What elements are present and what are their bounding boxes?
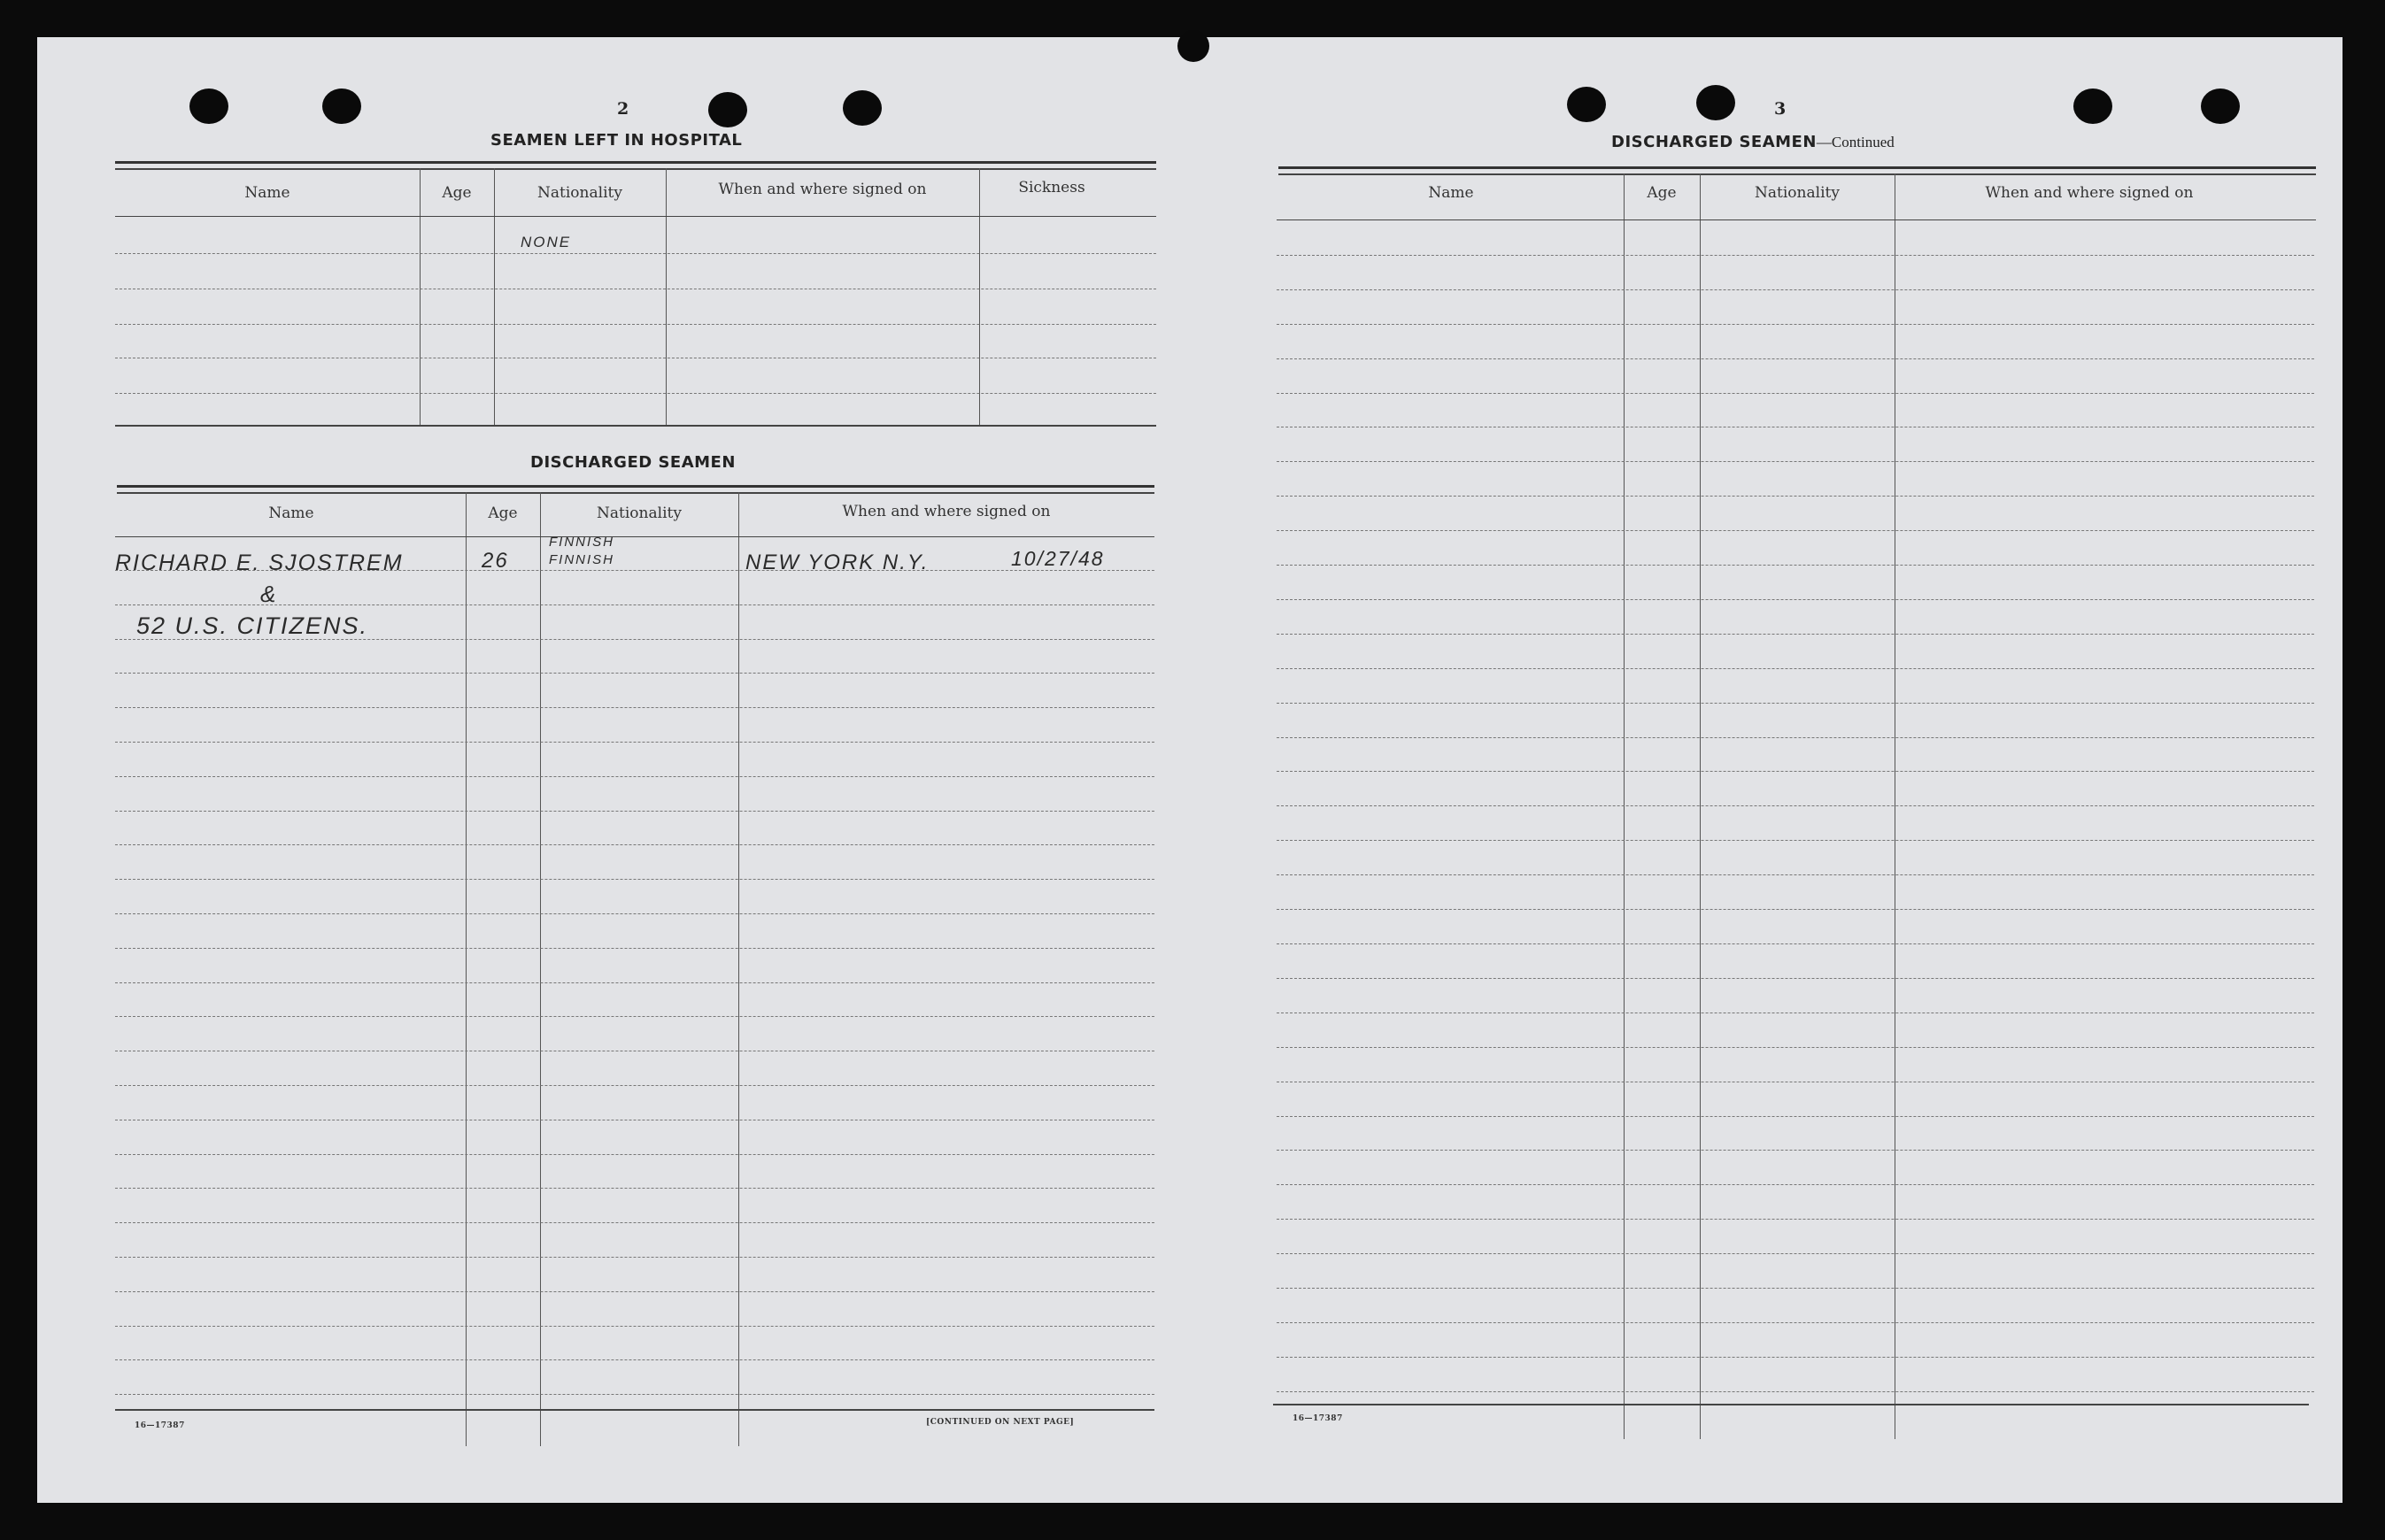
ruled-line [1277,1391,2314,1392]
ruled-line [1277,703,2314,704]
ruled-line [115,1257,1154,1258]
table-rule [115,168,1156,170]
hospital-col-age: Age [442,184,472,202]
ruled-line [115,811,1154,812]
discharged-col-nationality: Nationality [597,504,682,522]
discharged-section-title: DISCHARGED SEAMEN [530,453,736,472]
ruled-line [1277,737,2314,738]
punch-hole [2073,89,2112,124]
ruled-line [1277,496,2314,497]
ruled-line [1277,1219,2314,1220]
table-rule [115,216,1156,217]
punch-hole [708,92,747,127]
ruled-line [115,913,1154,914]
left-form-number: 16—17387 [135,1421,185,1430]
left-page-number: 2 [617,99,629,119]
ruled-line [115,1188,1154,1189]
punch-hole [1177,30,1209,62]
ruled-line [1277,358,2314,359]
discharged-col-signed-on: When and where signed on [842,503,1051,520]
ruled-line [115,879,1154,880]
seaman-name-ampersand: & [260,581,278,607]
ruled-line [1277,530,2314,531]
ruled-line [115,393,1156,394]
ruled-line [1277,461,2314,462]
right-title-suffix: —Continued [1816,134,1895,150]
column-divider [420,168,421,425]
ruled-line [115,673,1154,674]
ruled-line [1277,943,2314,944]
table-rule [115,425,1156,427]
discharged-col-age: Age [488,504,518,522]
table-rule [117,485,1154,488]
ruled-line [1277,1047,2314,1048]
hospital-col-signed-on: When and where signed on [718,181,927,198]
document-sheet [37,37,2343,1503]
hospital-col-name: Name [244,184,290,202]
ruled-line [115,1085,1154,1086]
table-rule [115,536,1154,537]
column-divider [666,168,667,425]
ruled-line [1277,909,2314,910]
right-col-nationality: Nationality [1755,184,1840,202]
ruled-line [1277,393,2314,394]
column-divider [1700,173,1701,1439]
column-divider [1624,173,1625,1439]
hospital-col-nationality: Nationality [537,184,622,202]
punch-hole [322,89,361,124]
ruled-line [115,1154,1154,1155]
table-rule [1277,219,2316,220]
right-page-number: 3 [1774,99,1787,119]
ruled-line [115,1222,1154,1223]
seaman-nationality: FINNISH [549,535,614,550]
ruled-line [1277,565,2314,566]
ruled-line [115,1291,1154,1292]
hospital-col-sickness: Sickness [1018,179,1085,196]
hospital-section-title: SEAMEN LEFT IN HOSPITAL [490,131,743,150]
ruled-line [1277,599,2314,600]
punch-hole [189,89,228,124]
table-rule [115,1409,1154,1411]
ruled-line [115,742,1154,743]
ruled-line [115,1326,1154,1327]
right-col-age: Age [1647,184,1677,202]
table-rule [1278,166,2316,169]
column-divider [979,168,980,425]
ruled-line [115,776,1154,777]
seaman-name-group: 52 U.S. CITIZENS. [136,612,369,639]
right-col-name: Name [1428,184,1474,202]
right-form-number: 16—17387 [1293,1414,1343,1423]
table-rule [117,492,1154,494]
ruled-line [1277,1357,2314,1358]
ruled-line [115,707,1154,708]
discharged-col-name: Name [268,504,314,522]
ruled-line [115,948,1154,949]
column-divider [466,492,467,1446]
ruled-line [1277,840,2314,841]
ruled-line [1277,324,2314,325]
ruled-line [1277,1288,2314,1289]
continued-note: [CONTINUED ON NEXT PAGE] [926,1418,1075,1427]
seaman-signed-date: 10/27/48 [1011,547,1105,570]
ruled-line [1277,1322,2314,1323]
ruled-line [115,324,1156,325]
ruled-line [115,253,1156,254]
ruled-line [115,982,1154,983]
punch-hole [2201,89,2240,124]
ruled-line [115,1359,1154,1360]
punch-hole [1696,85,1735,120]
ruled-line [1277,1184,2314,1185]
ruled-line [1277,255,2314,256]
table-rule [115,161,1156,164]
ruled-line [115,1394,1154,1395]
table-rule [1278,173,2316,175]
seaman-age: 26 [482,549,509,573]
ruled-line [1277,634,2314,635]
ruled-line [1277,289,2314,290]
right-title-main: DISCHARGED SEAMEN [1611,133,1817,151]
right-col-signed-on: When and where signed on [1985,184,2194,202]
table-rule [1273,1404,2309,1405]
hospital-entry: NONE [521,234,572,250]
column-divider [494,168,495,425]
seaman-signed-place: NEW YORK N.Y. [745,551,930,574]
ruled-line [1277,978,2314,979]
ruled-line [115,1016,1154,1017]
seaman-nationality: FINNISH [549,552,614,567]
punch-hole [843,90,882,126]
ruled-line [1277,874,2314,875]
ruled-line [1277,771,2314,772]
ruled-line [1277,1253,2314,1254]
seaman-name: RICHARD E. SJOSTREM [115,551,404,575]
ruled-line [1277,668,2314,669]
right-section-title [1611,133,1895,151]
ruled-line [1277,1116,2314,1117]
ruled-line [1277,805,2314,806]
column-divider [540,492,541,1446]
punch-hole [1567,87,1606,122]
column-divider [738,492,739,1446]
ruled-line [1277,1150,2314,1151]
ruled-line [115,844,1154,845]
